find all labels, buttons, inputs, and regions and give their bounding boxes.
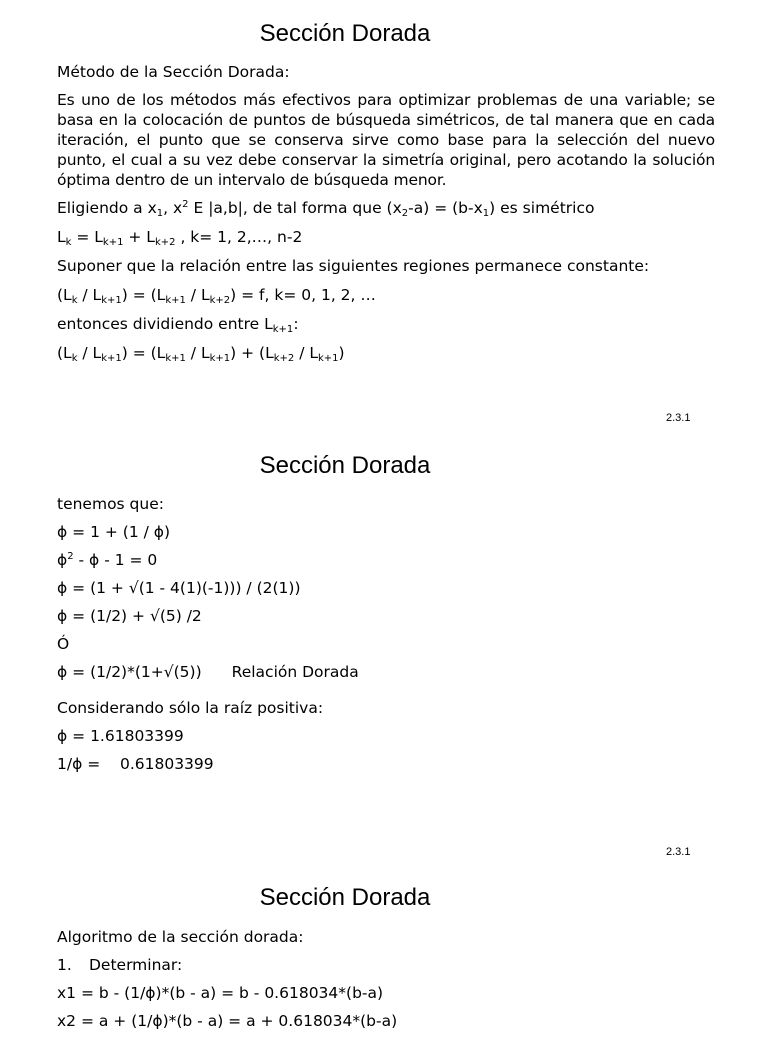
algorithm-label: Algoritmo de la sección dorada: <box>57 928 304 946</box>
slide-1 <box>0 0 768 432</box>
slide-content <box>57 494 715 782</box>
slide-number: 2.3.1 <box>666 846 691 858</box>
intro-line: tenemos que: <box>57 495 164 513</box>
phi-equation-3: ϕ = (1 + √(1 - 4(1)(-1))) / (2(1)) <box>57 579 301 597</box>
phi-equation-2: $\phi^2 - \phi - 1 = 0$ <box>57 551 158 569</box>
step-1: 1. Determinar: <box>57 956 183 974</box>
slide-title: Sección Dorada <box>259 884 431 911</box>
x1-formula: x1 = b - (1/ϕ)*(b - a) = b - 0.618034*(b-a) <box>57 984 384 1002</box>
or-line: Ó <box>57 635 70 653</box>
slide-2 <box>0 432 768 864</box>
positive-root-line: Considerando sólo la raíz positiva: <box>57 699 324 717</box>
ratio-equation: $(L_k / L_{k+1}) = (L_{k+1} / L_{k+2}) = f$, k= 0, 1, 2, … <box>57 286 376 306</box>
assumption-line: Suponer que la relación entre las siguientes regiones permanece constante: <box>57 257 650 275</box>
slide-content <box>57 927 715 1039</box>
slide-3 <box>0 864 768 1030</box>
slide-title: Sección Dorada <box>259 452 431 479</box>
x2-formula: x2 = a + (1/ϕ)*(b - a) = a + 0.618034*(b-a) <box>57 1012 398 1030</box>
slide-title: Sección Dorada <box>259 20 431 47</box>
method-description: Es uno de los métodos más efectivos para optimizar problemas de una variable; se basa en la colocación de puntos de búsqueda simétricos, de tal manera que en cada iteración, el punto que se conserva sirve como base para la selección del nuevo punto, el cual a su vez debe conservar la simetría original, pero acotando la solución óptima dentro de un intervalo de búsqueda menor. <box>57 91 715 189</box>
phi-equation-4: ϕ = (1/2) + √(5) /2 <box>57 607 202 625</box>
divided-equation: $(L_k / L_{k+1}) = (L_{k+1} / L_{k+1}) + (L_{k+2} / L_{k+1})$ <box>57 344 345 364</box>
phi-equation-5: ϕ = (1/2)*(1+√(5)) Relación Dorada <box>57 663 359 681</box>
phi-value: ϕ = 1.61803399 <box>57 727 184 745</box>
slide-content <box>57 62 715 371</box>
phi-equation-1: ϕ = 1 + (1 / ϕ) <box>57 523 171 541</box>
lk-recurrence: $L_k = L_{k+1} + L_{k+2}$ , k= 1, 2,…, n-2 <box>57 228 303 248</box>
golden-ratio-label: Relación Dorada <box>231 663 359 681</box>
inverse-phi-value: 1/ϕ = 0.61803399 <box>57 755 214 773</box>
method-label: Método de la Sección Dorada: <box>57 63 290 81</box>
slide-number: 2.3.1 <box>666 412 691 424</box>
dividing-line: entonces dividiendo entre $L_{k+1}$: <box>57 315 299 335</box>
choice-line: Eligiendo a $x_1$, $x^2$ E |a,b|, de tal forma que $(x_2-a) = (b-x_1)$ es simétrico <box>57 199 595 219</box>
